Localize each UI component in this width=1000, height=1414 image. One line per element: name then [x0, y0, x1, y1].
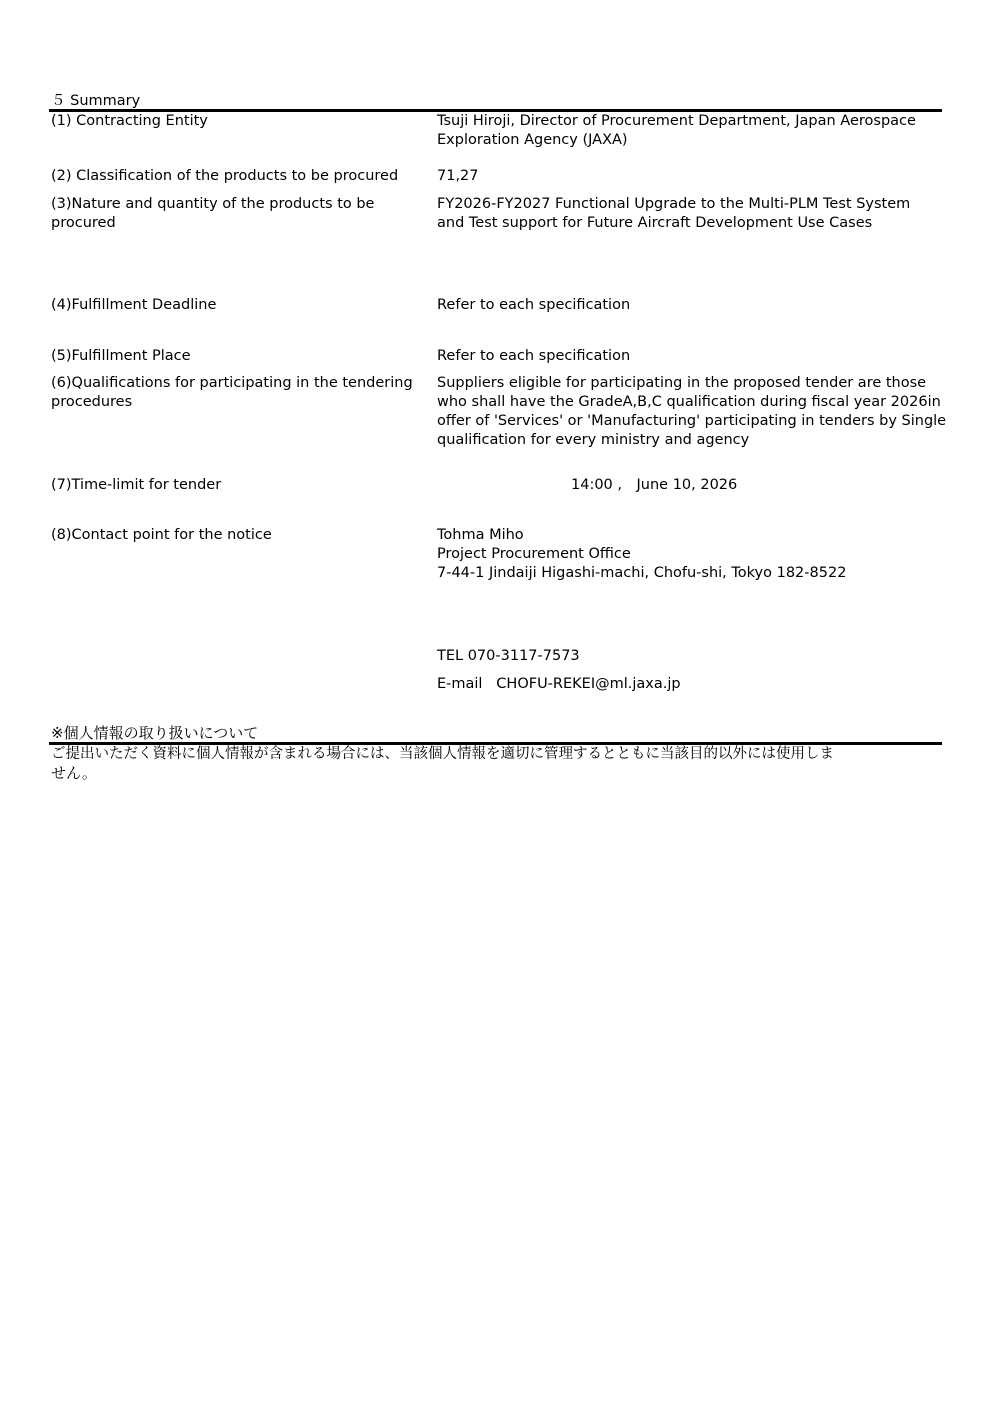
- row-8-value: [437, 526, 947, 583]
- row-3-value-line-1: FY2026-FY2027 Functional Upgrade to the Multi-PLM Test System: [437, 196, 911, 212]
- contact-tel: [437, 647, 947, 666]
- privacy-heading: [51, 724, 258, 743]
- row-6-label-line-2: procedures: [51, 394, 133, 410]
- row-6-value: [437, 374, 947, 450]
- row-8-label-line-1: (8)Contact point for the notice: [51, 527, 272, 543]
- contact-email-text: E-mail CHOFU-REKEI@ml.jaxa.jp: [437, 676, 681, 692]
- row-2-label-line-1: (2) Classification of the products to be procured: [51, 168, 399, 184]
- contact-address: 7-44-1 Jindaiji Higashi-machi, Chofu-shi, Tokyo 182-8522: [437, 565, 847, 581]
- row-3-label-line-1: (3)Nature and quantity of the products to be: [51, 196, 375, 212]
- row-2-value: [437, 167, 947, 186]
- row-2-label: [51, 167, 426, 186]
- contact-email: [437, 675, 947, 694]
- row-1-value-line-1: Tsuji Hiroji, Director of Procurement Department, Japan Aerospace: [437, 113, 916, 129]
- row-5-value-line-1: Refer to each specification: [437, 348, 631, 364]
- row-7-value: [571, 476, 737, 495]
- row-4-label: [51, 296, 426, 315]
- row-3-value: [437, 195, 947, 233]
- row-3-value-line-2: and Test support for Future Aircraft Development Use Cases: [437, 215, 873, 231]
- row-1-label-line-1: (1) Contracting Entity: [51, 113, 208, 129]
- row-5-value: [437, 347, 947, 366]
- row-6-label-line-1: (6)Qualifications for participating in the tendering: [51, 375, 413, 391]
- row-2-value-line-1: 71,27: [437, 168, 479, 184]
- row-5-label-line-1: (5)Fulfillment Place: [51, 348, 191, 364]
- row-1-label: [51, 112, 426, 131]
- row-6-value-line-3: offer of 'Services' or 'Manufacturing' participating in tenders by Single: [437, 413, 947, 429]
- privacy-body: [51, 745, 951, 783]
- row-6-value-line-2: who shall have the GradeA,B,C qualification during fiscal year 2026in: [437, 394, 941, 410]
- summary-heading-text: ５ Summary: [51, 93, 141, 109]
- row-1-value-line-2: Exploration Agency (JAXA): [437, 132, 628, 148]
- row-6-label: [51, 374, 426, 412]
- privacy-body-line-1: ご提出いただく資料に個人情報が含まれる場合には、当該個人情報を適切に管理するとともに当該目的以外には使用しま: [51, 746, 834, 762]
- row-8-label: [51, 526, 426, 545]
- privacy-heading-text: ※個人情報の取り扱いについて: [51, 724, 259, 742]
- row-4-label-line-1: (4)Fulfillment Deadline: [51, 297, 217, 313]
- row-3-label: [51, 195, 426, 233]
- row-7-label: [51, 476, 426, 495]
- row-6-value-line-1: Suppliers eligible for participating in the proposed tender are those: [437, 375, 927, 391]
- row-1-value: [437, 112, 947, 150]
- contact-office: Project Procurement Office: [437, 546, 631, 562]
- contact-tel-text: TEL 070-3117-7573: [437, 648, 580, 664]
- row-3-label-line-2: procured: [51, 215, 116, 231]
- row-4-value: [437, 296, 947, 315]
- row-4-value-line-1: Refer to each specification: [437, 297, 631, 313]
- row-6-value-line-4: qualification for every ministry and agency: [437, 432, 750, 448]
- row-7-label-line-1: (7)Time-limit for tender: [51, 477, 222, 493]
- row-5-label: [51, 347, 426, 366]
- tender-time-limit: 14:00 , June 10, 2026: [571, 477, 738, 493]
- privacy-body-line-2: せん。: [51, 764, 97, 782]
- contact-name: Tohma Miho: [437, 527, 524, 543]
